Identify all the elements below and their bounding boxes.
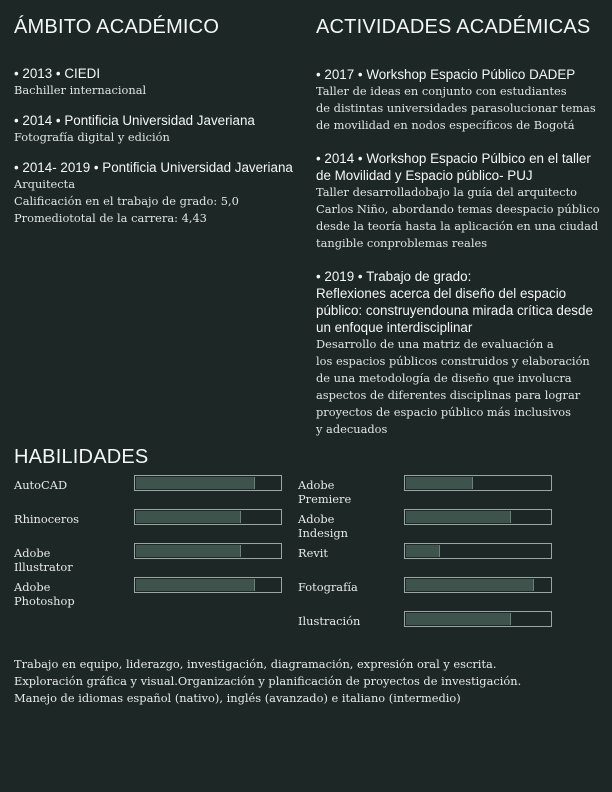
activity-entry — [316, 66, 604, 134]
skills-summary — [14, 656, 604, 707]
academic-heading: ÁMBITO ACADÉMICO — [14, 16, 220, 38]
skill-bar — [404, 577, 552, 593]
summary-line: Manejo de idiomas español (nativo), inglés (avanzado) e italiano (intermedio) — [14, 691, 461, 705]
skill-name: Adobe Photoshop — [14, 580, 75, 608]
academic-entry — [14, 65, 299, 99]
activity-entry-title: • 2017 • Workshop Espacio Público DADEP — [316, 67, 576, 82]
skill-bar-fill — [406, 477, 473, 489]
academic-entry — [14, 112, 299, 146]
activity-entry-body: Desarrollo de una matriz de evaluación a los espacios públicos construidos y elaboración de una metodología de diseño que involucra aspectos de diferentes disciplinas para lograr proyectos de espacio público más inclusivos y adecuados — [316, 337, 590, 436]
activity-entry-title: • 2019 • Trabajo de grado: Reflexiones acerca del diseño del espacio público: construyendouna mirada crítica desde un enfoque interdisciplinar — [316, 269, 593, 335]
summary-line: Exploración gráfica y visual.Organización y planificación de proyectos de investigación. — [14, 674, 522, 688]
academic-entry-body: Fotografía digital y edición — [14, 130, 170, 144]
academic-entry-body: Bachiller internacional — [14, 83, 147, 97]
skill-bar-fill — [406, 545, 440, 557]
skill-bar-fill — [136, 579, 255, 591]
skill-bar — [404, 543, 552, 559]
skill-bar-fill — [406, 579, 534, 591]
skill-name: Adobe Indesign — [298, 512, 348, 540]
activity-entry-body: Taller desarrolladobajo la guía del arquitecto Carlos Niño, abordando temas deespacio público desde la teoría hasta la aplicación en una ciudad tangible conproblemas reales — [316, 185, 600, 250]
activities-entries — [316, 66, 604, 438]
academic-entry-title: • 2014 • Pontificia Universidad Javeriana — [14, 113, 255, 128]
academic-entries — [14, 65, 299, 227]
skill-bar-fill — [136, 477, 255, 489]
academic-entry-title: • 2013 • CIEDI — [14, 66, 101, 81]
skill-bar — [134, 543, 282, 559]
academic-entry-body: Arquitecta Calificación en el trabajo de grado: 5,0 Promediototal de la carrera: 4,43 — [14, 177, 239, 225]
skill-name: Adobe Illustrator — [14, 546, 73, 574]
skill-bar-fill — [406, 613, 511, 625]
skill-bar — [404, 509, 552, 525]
activities-section — [316, 16, 604, 438]
academic-entry — [14, 159, 299, 227]
academic-entry-title: • 2014- 2019 • Pontificia Universidad Javeriana — [14, 160, 293, 175]
skill-name: Rhinoceros — [14, 512, 80, 526]
skill-bar-fill — [136, 545, 241, 557]
activity-entry-body: Taller de ideas en conjunto con estudiantes de distintas universidades parasolucionar temas de movilidad en nodos específicos de Bogotá — [316, 84, 596, 132]
skill-bar — [404, 475, 552, 491]
activities-heading: ACTIVIDADES ACADÉMICAS — [316, 16, 591, 38]
skill-bar-fill — [136, 511, 241, 523]
activity-entry — [316, 150, 604, 252]
skill-bar — [134, 509, 282, 525]
skill-name: Fotografía — [298, 580, 358, 594]
skills-heading: HABILIDADES — [14, 446, 149, 468]
activity-entry-title: • 2014 • Workshop Espacio Púlbico en el taller de Movilidad y Espacio público- PUJ — [316, 151, 591, 183]
skill-name: Ilustración — [298, 614, 361, 628]
academic-section — [14, 16, 299, 227]
skill-bar — [134, 475, 282, 491]
skill-bar — [134, 577, 282, 593]
skill-name: Revit — [298, 546, 328, 560]
skill-name: AutoCAD — [14, 478, 68, 492]
activity-entry — [316, 268, 604, 438]
skill-bar — [404, 611, 552, 627]
skill-name: Adobe Premiere — [298, 478, 352, 506]
summary-line: Trabajo en equipo, liderazgo, investigación, diagramación, expresión oral y escrita. — [14, 657, 497, 671]
skill-bar-fill — [406, 511, 511, 523]
